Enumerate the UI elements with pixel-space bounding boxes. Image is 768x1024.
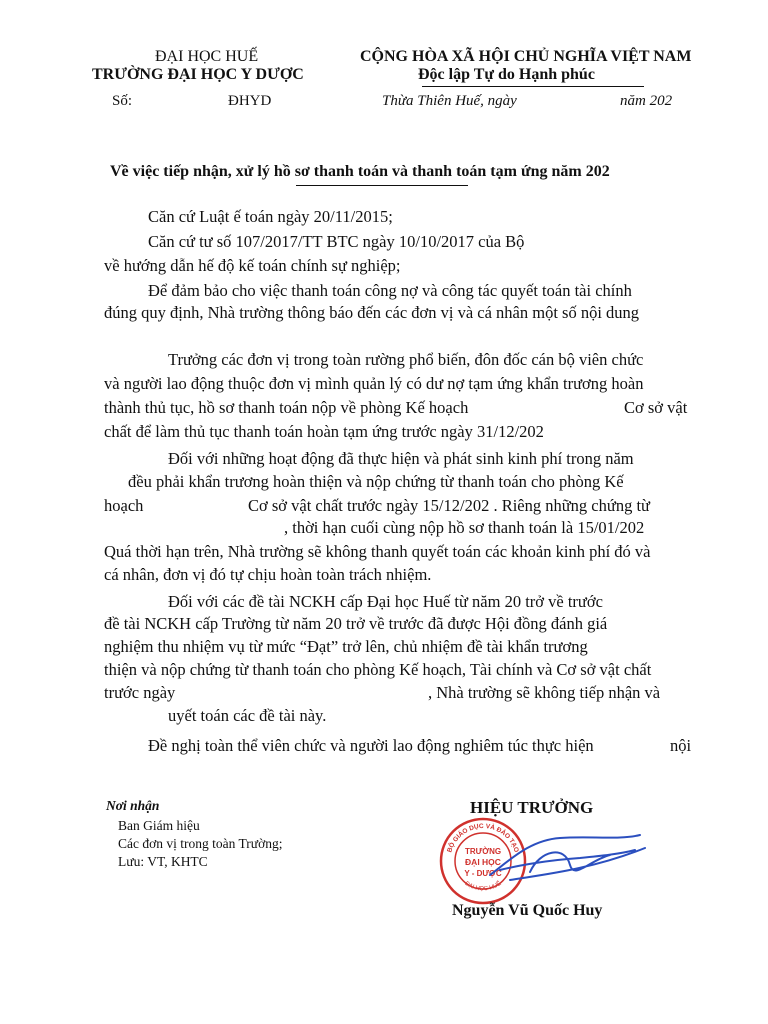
- body-line: chất để làm thủ tục thanh toán hoàn tạm ứng trước ngày 31/12/202: [104, 422, 544, 441]
- body-line: nội: [670, 736, 692, 755]
- body-line: Cơ sở vật: [624, 398, 688, 417]
- seal-ring-top-text: BỘ GIÁO DỤC VÀ ĐÀO TẠO: [446, 822, 520, 854]
- recipient-item: Các đơn vị trong toàn Trường;: [118, 836, 283, 851]
- body-line: , Nhà trường sẽ không tiếp nhận và: [428, 683, 661, 702]
- body-line: nghiệm thu nhiệm vụ từ mức “Đạt” trở lên, chủ nhiệm đề tài khẩn trương: [104, 637, 588, 656]
- body-line: hoạch: [104, 496, 144, 515]
- recipient-item: Ban Giám hiệu: [118, 818, 200, 833]
- body-line: đúng quy định, Nhà trường thông báo đến các đơn vị và cá nhân một số nội dung: [104, 303, 640, 322]
- place-date: Thừa Thiên Huế, ngày: [382, 93, 517, 109]
- issuing-organization: TRƯỜNG ĐẠI HỌC Y DƯỢC: [92, 66, 304, 83]
- seal-ring-bottom-text: ĐẠI HỌC HUẾ: [463, 880, 503, 893]
- body-line: đề tài NCKH cấp Trường từ năm 20 trở về trước đã được Hội đồng đánh giá: [104, 614, 608, 633]
- body-line: uyết toán các đề tài này.: [168, 706, 327, 725]
- recipients-heading: Nơi nhận: [106, 798, 160, 813]
- seal-line-1: TRƯỜNG: [464, 847, 502, 856]
- body-line: , thời hạn cuối cùng nộp hồ sơ thanh toán là 15/01/202: [284, 518, 645, 537]
- body-line: thiện và nộp chứng từ thanh toán cho phòng Kế hoạch, Tài chính và Cơ sở vật chất: [104, 660, 652, 679]
- body-line: thành thủ tục, hồ sơ thanh toán nộp về phòng Kế hoạch: [104, 398, 469, 417]
- body-line: Căn cứ tư số 107/2017/TT BTC ngày 10/10/2017 của Bộ: [148, 232, 525, 251]
- body-line: Quá thời hạn trên, Nhà trường sẽ không thanh quyết toán các khoản kinh phí đó và: [104, 542, 651, 561]
- body-line: Trưởng các đơn vị trong toàn rường phổ biến, đôn đốc cán bộ viên chức: [168, 350, 644, 369]
- document-number-suffix: ĐHYD: [228, 93, 272, 109]
- seal-line-3: Y - DƯỢC: [464, 869, 502, 878]
- document-number-label: Số:: [112, 93, 133, 109]
- body-line: Đề nghị toàn thể viên chức và người lao động nghiêm túc thực hiện: [148, 736, 594, 755]
- national-motto: Độc lập Tự do Hạnh phúc: [418, 66, 595, 83]
- body-line: Cơ sở vật chất trước ngày 15/12/202 . Riêng những chứng từ: [248, 496, 650, 515]
- document-year: năm 202: [620, 93, 673, 109]
- body-line: Để đảm bảo cho việc thanh toán công nợ và công tác quyết toán tài chính: [148, 281, 632, 300]
- national-title: CỘNG HÒA XÃ HỘI CHỦ NGHĨA VIỆT NAM: [360, 48, 692, 65]
- seal-line-2: ĐẠI HỌC: [465, 857, 501, 867]
- subject-underline: [296, 185, 468, 186]
- handwritten-signature: [470, 820, 650, 890]
- body-line: trước ngày: [104, 683, 176, 702]
- parent-organization: ĐẠI HỌC HUẾ: [155, 48, 259, 65]
- signatory-title: HIỆU TRƯỞNG: [470, 798, 594, 817]
- signer-name: Nguyễn Vũ Quốc Huy: [452, 902, 603, 919]
- body-line: đều phải khẩn trương hoàn thiện và nộp chứng từ thanh toán cho phòng Kế: [128, 472, 624, 491]
- body-line: Căn cứ Luật ế toán ngày 20/11/2015;: [148, 207, 393, 226]
- body-line: về hướng dẫn hế độ kế toán chính sự nghiệp;: [104, 256, 401, 275]
- body-line: và người lao động thuộc đơn vị mình quản lý có dư nợ tạm ứng khẩn trương hoàn: [104, 374, 644, 393]
- body-line: Đối với những hoạt động đã thực hiện và phát sinh kinh phí trong năm: [168, 449, 634, 468]
- body-line: cá nhân, đơn vị đó tự chịu hoàn toàn trách nhiệm.: [104, 565, 432, 584]
- body-line: Đối với các đề tài NCKH cấp Đại học Huế từ năm 20 trở về trước: [168, 592, 603, 611]
- recipient-item: Lưu: VT, KHTC: [118, 854, 208, 869]
- document-subject: Về việc tiếp nhận, xử lý hồ sơ thanh toán và thanh toán tạm ứng năm 202: [110, 163, 610, 180]
- motto-underline: [422, 86, 644, 87]
